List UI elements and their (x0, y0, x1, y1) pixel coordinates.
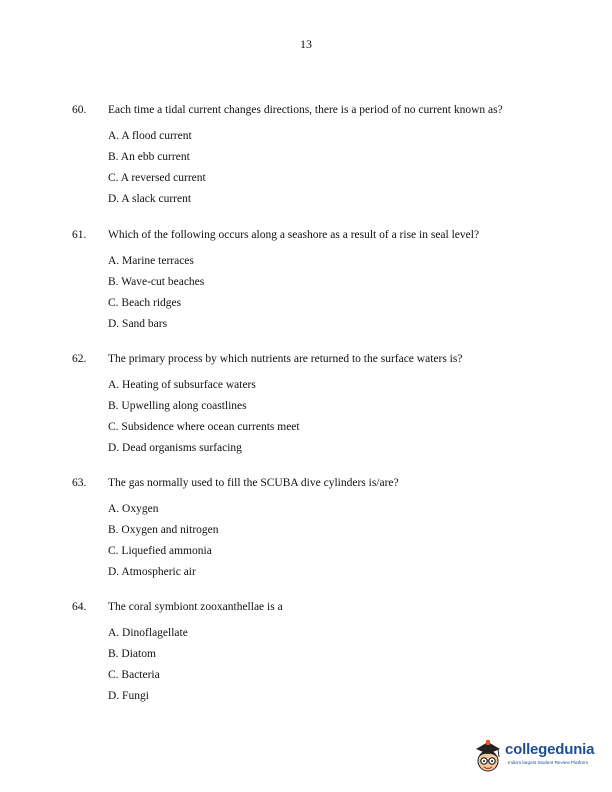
option-c: C. A reversed current (108, 172, 206, 184)
page-number: 13 (300, 37, 312, 51)
option-a: A. Marine terraces (108, 255, 194, 267)
option-d: D. Fungi (108, 690, 149, 702)
option-a: A. A flood current (108, 130, 192, 142)
question-number: 63. (72, 477, 87, 489)
mascot-icon (472, 737, 504, 775)
option-c: C. Liquefied ammonia (108, 545, 212, 557)
logo-tagline: India's largest Student Review Platform (508, 760, 589, 765)
option-b: B. An ebb current (108, 151, 190, 163)
question-text: The coral symbiont zooxanthellae is a (108, 601, 283, 613)
question-number: 61. (72, 229, 87, 241)
option-d: D. A slack current (108, 193, 192, 205)
question-number: 64. (72, 601, 87, 613)
option-b: B. Diatom (108, 648, 156, 660)
option-b: B. Wave-cut beaches (108, 276, 205, 288)
option-a: A. Heating of subsurface waters (108, 379, 256, 391)
options-list (108, 502, 219, 586)
option-d: D. Sand bars (108, 318, 168, 330)
question-number: 60. (72, 104, 87, 116)
option-c: C. Beach ridges (108, 297, 182, 309)
options-list (108, 626, 188, 710)
option-a: A. Dinoflagellate (108, 627, 188, 639)
options-list (108, 378, 300, 462)
options-list (108, 254, 204, 338)
collegedunia-logo (472, 737, 602, 777)
question-text: The gas normally used to fill the SCUBA dive cylinders is/are? (108, 477, 399, 489)
question-text: The primary process by which nutrients are returned to the surface waters is? (108, 353, 463, 365)
option-d: D. Atmospheric air (108, 566, 196, 578)
question-number: 62. (72, 353, 87, 365)
option-c: C. Subsidence where ocean currents meet (108, 421, 300, 433)
option-b: B. Upwelling along coastlines (108, 400, 247, 412)
option-a: A. Oxygen (108, 503, 159, 515)
question-text: Which of the following occurs along a seashore as a result of a rise in seal level? (108, 229, 480, 241)
question-text: Each time a tidal current changes directions, there is a period of no current known as? (108, 104, 503, 116)
logo-wordmark: collegedunia (505, 741, 595, 758)
options-list (108, 129, 206, 213)
option-c: C. Bacteria (108, 669, 160, 681)
option-d: D. Dead organisms surfacing (108, 442, 242, 454)
option-b: B. Oxygen and nitrogen (108, 524, 219, 536)
